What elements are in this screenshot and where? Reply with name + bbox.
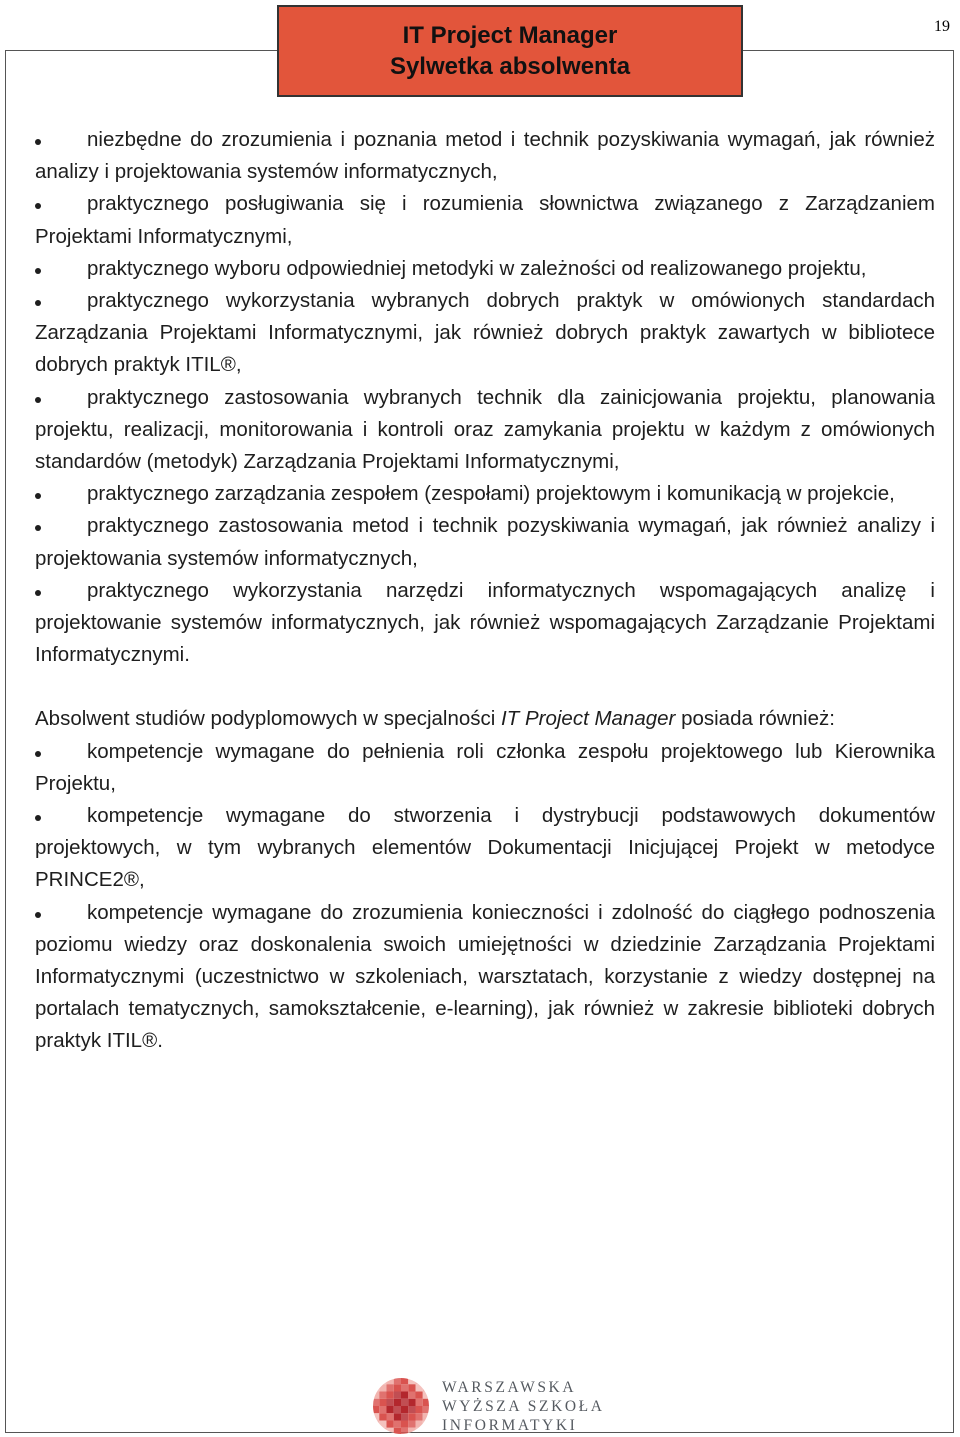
school-name-line-3: INFORMATYKI [442, 1417, 578, 1434]
logo-cell [372, 1406, 379, 1413]
logo-cell [372, 1399, 379, 1406]
list-item: praktycznego wykorzystania wybranych dobrych praktyk w omówionych standardach Zarządzania Projektami Informatycznymi, jak również dobrych praktyk zawartych w bibliotece dobrych praktyk ITIL®, [35, 289, 935, 377]
logo-cell [408, 1421, 415, 1428]
logo-cell [379, 1384, 386, 1391]
intro-paragraph: Absolwent studiów podyplomowych w specjalności IT Project Manager posiada również: [35, 707, 835, 731]
list-item: praktycznego zarządzania zespołem (zespołami) projektowym i komunikacją w projekcie, [87, 482, 895, 506]
list-item: praktycznego zastosowania metod i technik pozyskiwania wymagań, jak również analizy i projektowania systemów informatycznych, [35, 514, 935, 570]
logo-cell [408, 1399, 415, 1406]
content [35, 124, 935, 1058]
list-item: kompetencje wymagane do zrozumienia konieczności i zdolność do ciągłego podnoszenia poziomu wiedzy oraz doskonalenia swoich umiejętności w dziedzinie Zarządzania Projektami Informatycznymi (uczestnictwo w szkoleniach, warsztatach, korzystanie z wiedzy dostępnej na portalach tematycznych, samokształcenie, e-learning), jak również w zakresie biblioteki dobrych praktyk ITIL®. [35, 900, 935, 1053]
logo-cell [423, 1392, 430, 1399]
logo-cell [372, 1421, 379, 1428]
logo-cell [416, 1399, 423, 1406]
specialization-name: IT Project Manager [501, 707, 676, 731]
logo-cell [423, 1399, 430, 1406]
list-item: praktycznego posługiwania się i rozumienia słownictwa związanego z Zarządzaniem Projektami Informatycznymi, [35, 192, 935, 248]
list-item: praktycznego wyboru odpowiedniej metodyki w zależności od realizowanego projektu, [87, 256, 867, 280]
logo-cell [401, 1399, 408, 1406]
logo-cell [401, 1413, 408, 1420]
logo-cell [394, 1399, 401, 1406]
logo-cell [408, 1384, 415, 1391]
logo-cell [387, 1413, 394, 1420]
logo-cell [416, 1377, 423, 1384]
logo-cell [394, 1406, 401, 1413]
logo-cell [408, 1428, 415, 1435]
logo-cell [423, 1406, 430, 1413]
logo-cell [372, 1377, 379, 1384]
logo-cell [379, 1428, 386, 1435]
logo-cell [401, 1428, 408, 1435]
logo-cell [394, 1384, 401, 1391]
logo-cell [372, 1428, 379, 1435]
bullet-list-2 [35, 736, 935, 1058]
logo-cell [408, 1377, 415, 1384]
logo-cell [401, 1392, 408, 1399]
logo-cell [408, 1413, 415, 1420]
logo-cell [387, 1392, 394, 1399]
list-item: niezbędne do zrozumienia i poznania metod i technik pozyskiwania wymagań, jak również analizy i projektowania systemów informatycznych, [35, 128, 935, 184]
logo-cell [401, 1406, 408, 1413]
logo-cell [416, 1421, 423, 1428]
title-box [277, 5, 743, 97]
title-line-2: Sylwetka absolwenta [389, 53, 631, 80]
logo-cell [379, 1413, 386, 1420]
logo-cell [394, 1377, 401, 1384]
logo-cell [394, 1428, 401, 1435]
list-item: praktycznego wykorzystania narzędzi informatycznych wspomagających analizę i projektowanie systemów informatycznych, jak również wspomagających Zarządzanie Projektami Informatycznymi. [35, 578, 935, 667]
logo-cell [379, 1399, 386, 1406]
logo-cell [416, 1384, 423, 1391]
logo-cell [423, 1384, 430, 1391]
logo-cell [423, 1413, 430, 1420]
logo-cell [372, 1413, 379, 1420]
logo-cell [379, 1377, 386, 1384]
logo-cell [387, 1384, 394, 1391]
logo-cell [387, 1421, 394, 1428]
logo-cell [408, 1392, 415, 1399]
school-name-line-2: WYŻSZA SZKOŁA [442, 1398, 605, 1415]
page-number: 19 [934, 18, 950, 35]
school-logo [372, 1375, 605, 1437]
logo-cell [423, 1377, 430, 1384]
logo-cell [379, 1421, 386, 1428]
list-item: kompetencje wymagane do stworzenia i dystrybucji podstawowych dokumentów projektowych, w tym wybranych elementów Dokumentacji Inicjującej Projekt w metodyce PRINCE2®, [35, 804, 935, 892]
logo-cell [379, 1406, 386, 1413]
logo-cell [387, 1399, 394, 1406]
checkered-diamond-logo-icon [372, 1377, 430, 1435]
logo-cell [394, 1421, 401, 1428]
school-name-line-1: WARSZAWSKA [442, 1379, 577, 1396]
logo-cell [423, 1421, 430, 1428]
logo-cell [394, 1413, 401, 1420]
logo-cell [387, 1377, 394, 1384]
logo-cell [401, 1384, 408, 1391]
logo-cell [416, 1413, 423, 1420]
logo-cell [401, 1377, 408, 1384]
logo-cell [387, 1406, 394, 1413]
school-name [442, 1378, 605, 1435]
logo-cell [387, 1428, 394, 1435]
logo-cell [372, 1392, 379, 1399]
logo-cell [416, 1406, 423, 1413]
list-item: praktycznego zastosowania wybranych technik dla zainicjowania projektu, planowania projektu, realizacji, monitorowania i kontroli oraz zamykania projektu w każdym z omówionych standardów (metodyk) Zarządzania Projektami Informatycznymi, [35, 385, 935, 474]
list-item: kompetencje wymagane do pełnienia roli członka zespołu projektowego lub Kierownika Projektu, [35, 739, 935, 795]
title-line-1: IT Project Manager [402, 22, 618, 49]
logo-cell [372, 1384, 379, 1391]
logo-cell [394, 1392, 401, 1399]
bullet-list-1 [35, 124, 935, 671]
logo-cell [401, 1421, 408, 1428]
logo-cell [416, 1392, 423, 1399]
logo-cell [416, 1428, 423, 1435]
logo-cell [379, 1392, 386, 1399]
logo-cell [423, 1428, 430, 1435]
logo-cell [408, 1406, 415, 1413]
